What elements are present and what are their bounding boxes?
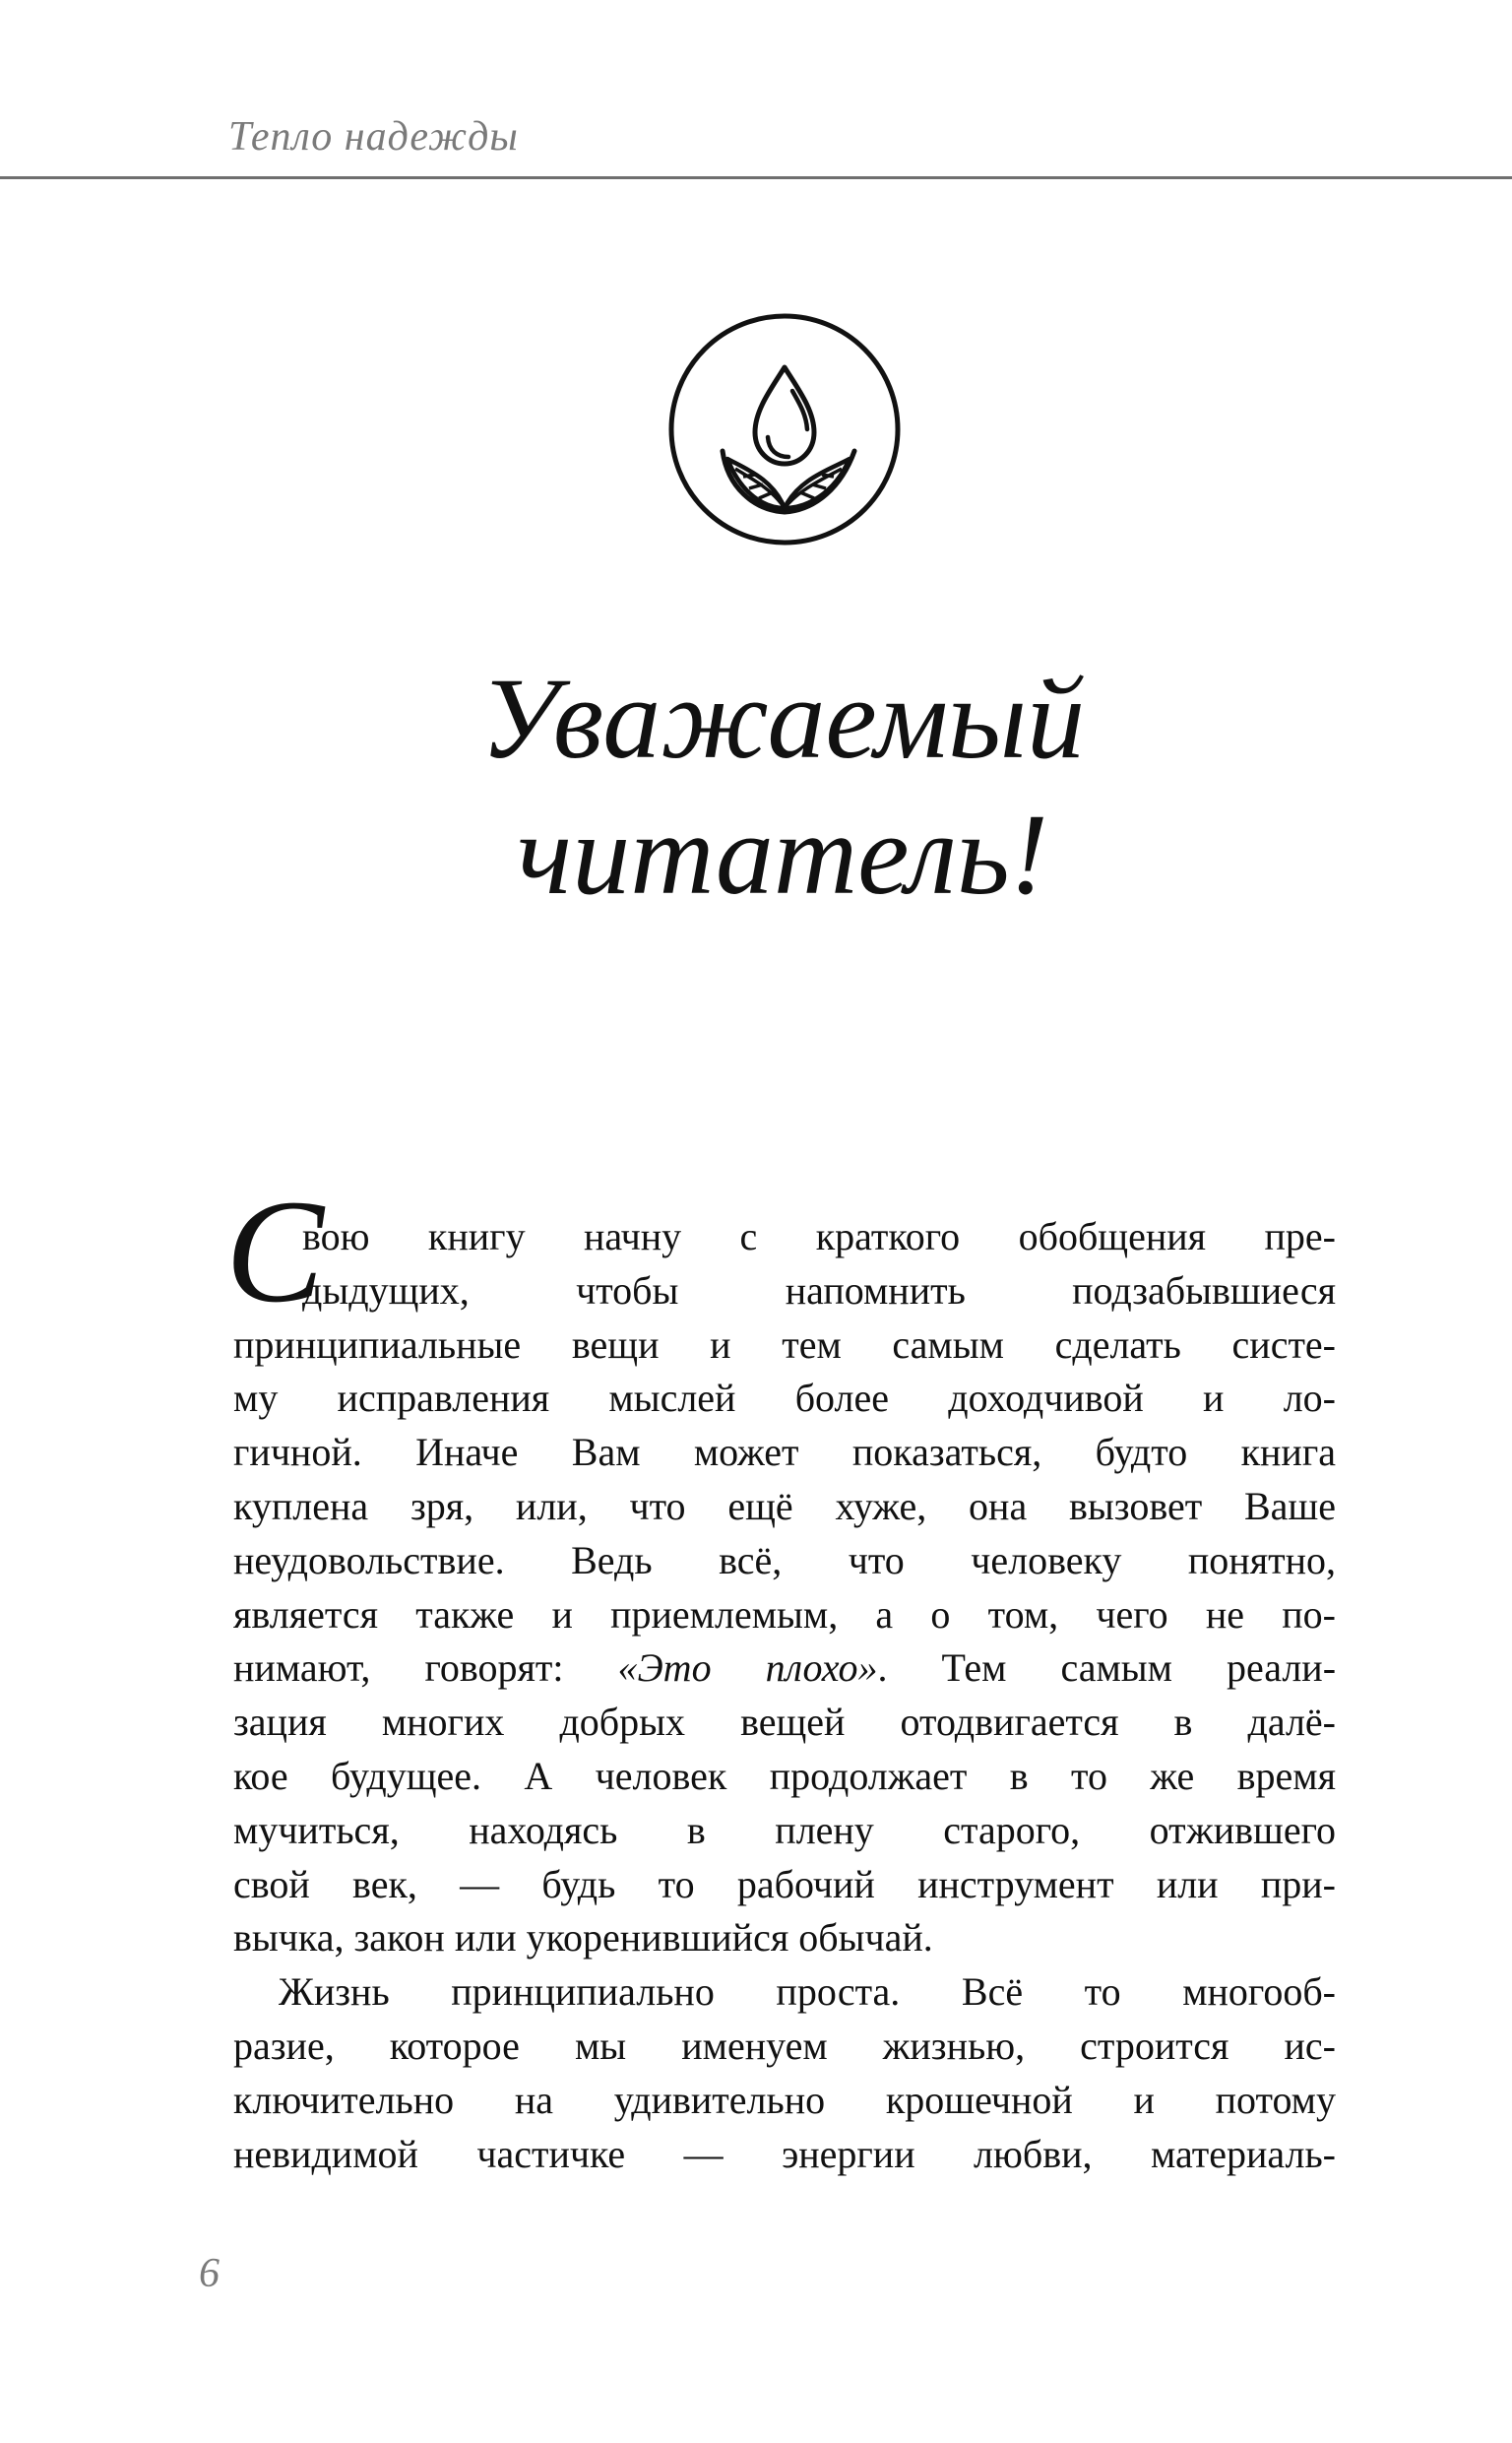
italic-quote: «Это плохо» <box>617 1645 878 1691</box>
text-segment: нимают, говорят: <box>233 1645 564 1691</box>
drop-cap: С <box>225 1170 325 1333</box>
text-line: кое будущее. А человек продолжает в то же время <box>233 1753 1336 1798</box>
text-line: дыдущих, чтобы напомнить подзабывшиеся <box>302 1267 1336 1313</box>
paragraph-1 <box>233 1210 1336 1965</box>
text-line: неудовольствие. Ведь всё, что человеку понятно, <box>233 1537 1336 1582</box>
text-segment: . Тем самым реали- <box>877 1645 1337 1691</box>
text-line: мучиться, находясь в плену старого, отжившего <box>233 1807 1336 1852</box>
header-divider <box>0 176 1512 179</box>
running-head-book-title: Тепло надежды <box>228 114 519 160</box>
page-number: 6 <box>199 2251 220 2296</box>
water-drop-with-leaves-icon <box>666 311 903 547</box>
paragraph-2 <box>233 1965 1336 2181</box>
text-line: вою книгу начну с краткого обобщения пре- <box>302 1214 1336 1258</box>
text-line: невидимой частичке — энергии любви, материаль- <box>233 2131 1336 2176</box>
text-line-with-quote <box>233 1641 1336 1696</box>
body-text <box>233 1210 1336 2181</box>
text-line: куплена зря, или, что ещё хуже, она вызовет Ваше <box>233 1483 1336 1528</box>
text-line: разие, которое мы именуем жизнью, строится ис- <box>233 2023 1336 2068</box>
text-line: является также и приемлемым, а о том, чего не по- <box>233 1591 1336 1637</box>
text-line: Жизнь принципиально проста. Всё то многооб- <box>279 1969 1336 2015</box>
text-line: вычка, закон или укоренившийся обычай. <box>233 1915 933 1961</box>
text-line: му исправления мыслей более доходчивой и ло- <box>233 1376 1336 1421</box>
text-line: гичной. Иначе Вам может показаться, будто книга <box>233 1430 1336 1475</box>
text-line: зация многих добрых вещей отодвигается в далё- <box>233 1700 1336 1745</box>
text-line: принципиальные вещи и тем самым сделать систе- <box>233 1321 1336 1367</box>
text-line: ключительно на удивительно крошечной и потому <box>233 2077 1336 2122</box>
chapter-title-line-1: Уважаемый <box>479 654 1086 783</box>
text-line: свой век, — будь то рабочий инструмент или при- <box>233 1861 1336 1906</box>
chapter-title-line-2: читатель! <box>516 790 1049 919</box>
